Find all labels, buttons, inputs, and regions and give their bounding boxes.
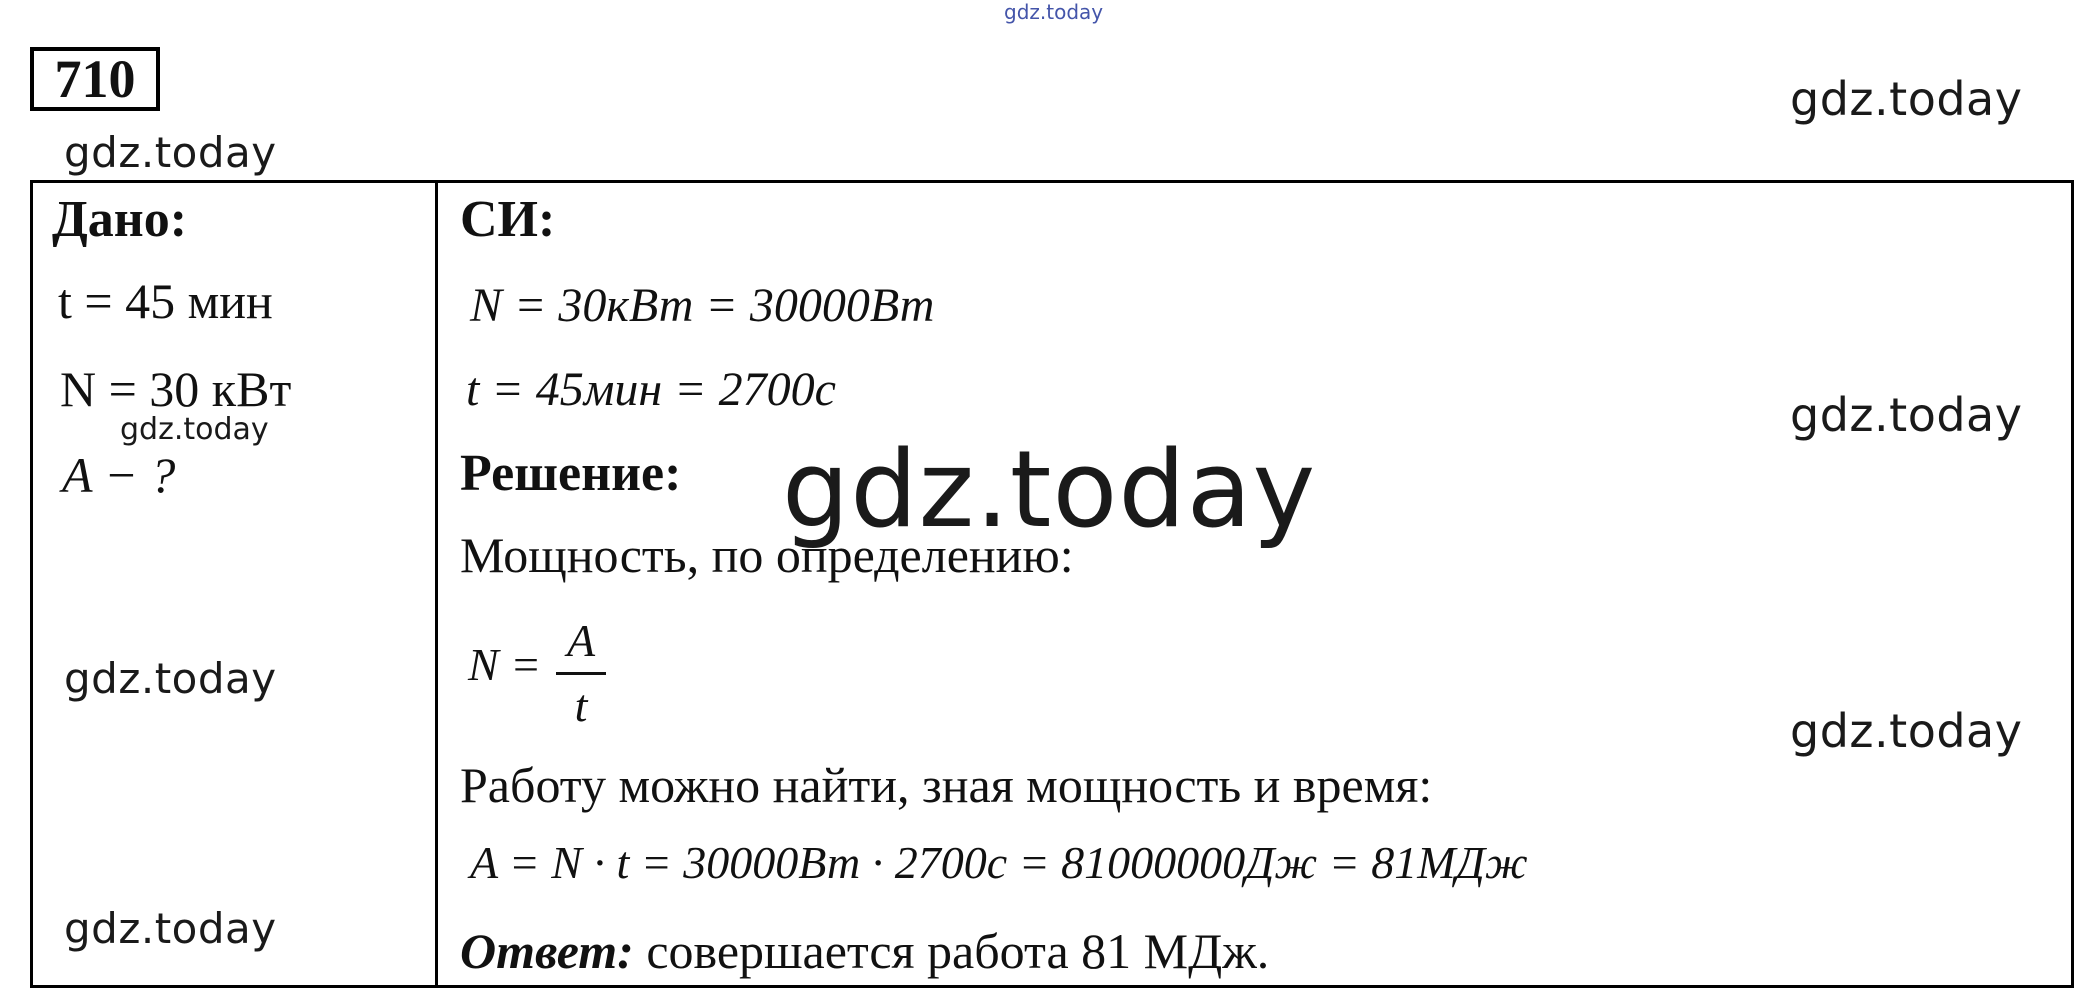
- si-power: N = 30кВт = 30000Вт: [470, 279, 935, 332]
- watermark: gdz.today: [64, 654, 277, 703]
- fraction: [556, 612, 606, 735]
- watermark: gdz.today: [1004, 0, 1104, 24]
- problem-number: 710: [30, 47, 160, 111]
- si-time: t = 45мин = 2700с: [466, 363, 836, 416]
- given-time: t = 45 мин: [58, 273, 273, 329]
- answer-text: совершается работа 81 МДж.: [633, 923, 1270, 979]
- watermark: gdz.today: [64, 128, 277, 177]
- watermark: gdz.today: [120, 412, 269, 447]
- watermark: gdz.today: [1790, 388, 2023, 442]
- answer-label: Ответ:: [460, 923, 634, 979]
- formula-work: A = N · t = 30000Вт · 2700с = 81000000Дж = 81МДж: [470, 837, 1528, 888]
- column-divider: [435, 180, 438, 988]
- watermark: gdz.today: [782, 428, 1317, 551]
- fraction-denominator: t: [574, 680, 588, 731]
- given-unknown: A − ?: [62, 447, 176, 503]
- solution-text-work: Работу можно найти, зная мощность и время:: [460, 757, 1433, 813]
- fraction-numerator: A: [566, 615, 596, 666]
- given-header: Дано:: [52, 191, 188, 248]
- solution-text-definition: Мощность, по определению:: [460, 527, 1074, 583]
- si-header: СИ:: [460, 191, 556, 248]
- solution-header: Решение:: [460, 445, 682, 502]
- watermark: gdz.today: [64, 904, 277, 953]
- watermark: gdz.today: [1790, 72, 2023, 126]
- given-power: N = 30 кВт: [60, 361, 292, 417]
- fraction-bar: [556, 672, 606, 675]
- watermark: gdz.today: [1790, 704, 2023, 758]
- formula-lhs: N =: [468, 639, 542, 690]
- answer: [460, 922, 1269, 980]
